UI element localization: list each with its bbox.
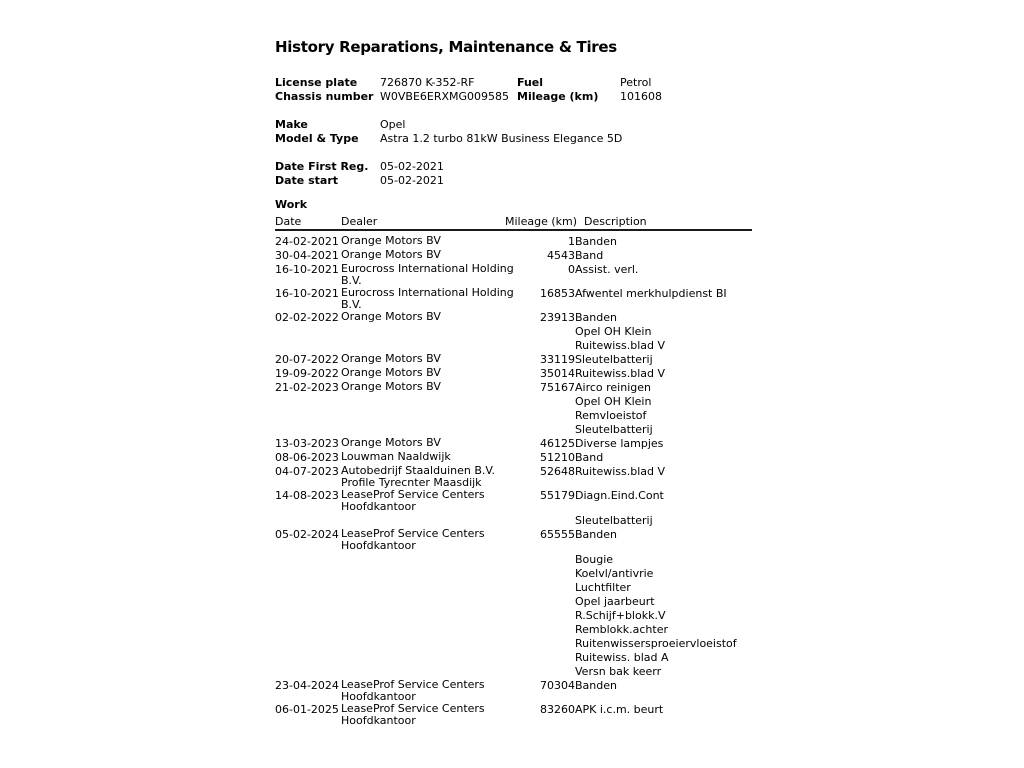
work-table <box>275 215 752 727</box>
chassis-row <box>275 90 752 104</box>
work-dealer-cell <box>341 381 505 437</box>
work-section-heading: Work <box>275 198 308 211</box>
dealer-line: Eurocross International Holding <box>341 286 514 299</box>
table-row <box>275 263 752 287</box>
work-date-cell: 04-07-2023 <box>275 465 339 478</box>
dealer-line: Louwman Naaldwijk <box>341 450 451 463</box>
description-line: Sleutelbatterij <box>575 514 653 527</box>
table-row <box>275 381 752 437</box>
work-description-cell <box>575 263 752 287</box>
page-title: History Reparations, Maintenance & Tires <box>275 38 617 56</box>
work-col-mileage: Mileage (km) <box>505 215 578 228</box>
work-description-cell <box>575 679 752 703</box>
work-description-cell <box>575 528 752 679</box>
table-row <box>275 353 752 367</box>
work-dealer-cell <box>341 465 505 489</box>
description-line: Ruitenwissersproeiervloeistof <box>575 637 737 650</box>
make-row <box>275 118 752 132</box>
work-date-cell: 14-08-2023 <box>275 489 339 502</box>
work-mileage-cell: 4543 <box>547 249 575 262</box>
date-start-label: Date start <box>275 174 339 187</box>
description-line: Ruitewiss.blad V <box>575 465 666 478</box>
model-type-row <box>275 132 752 146</box>
work-mileage-cell: 52648 <box>540 465 575 478</box>
work-dealer-cell <box>341 489 505 528</box>
description-line: Diagn.Eind.Cont <box>575 489 664 502</box>
date-first-reg-row <box>275 160 752 174</box>
make-model-section <box>275 118 752 146</box>
report-content <box>275 38 752 727</box>
mileage-value: 101608 <box>620 90 662 103</box>
description-line: Ruitewiss.blad V <box>575 367 666 380</box>
work-description-cell <box>575 465 752 489</box>
description-line: APK i.c.m. beurt <box>575 703 664 716</box>
work-mileage-cell: 51210 <box>540 451 575 464</box>
description-line: Airco reinigen <box>575 381 651 394</box>
work-date-cell: 30-04-2021 <box>275 249 339 262</box>
date-first-reg-value: 05-02-2021 <box>380 160 444 173</box>
dealer-line: Orange Motors BV <box>341 352 441 365</box>
table-row <box>275 230 752 249</box>
description-line: Afwentel merkhulpdienst BI <box>575 287 727 300</box>
work-date-cell: 13-03-2023 <box>275 437 339 450</box>
work-date-cell: 19-09-2022 <box>275 367 339 380</box>
work-mileage-cell: 35014 <box>540 367 575 380</box>
dealer-line: LeaseProf Service Centers <box>341 702 485 715</box>
date-start-row <box>275 174 752 188</box>
description-line: Banden <box>575 235 617 248</box>
description-line: Opel OH Klein <box>575 395 652 408</box>
work-description-cell <box>575 381 752 437</box>
description-line: Diverse lampjes <box>575 437 664 450</box>
work-description-cell <box>575 437 752 451</box>
table-row <box>275 249 752 263</box>
work-dealer-cell <box>341 367 505 381</box>
work-date-cell: 06-01-2025 <box>275 703 339 716</box>
dealer-line: Eurocross International Holding <box>341 262 514 275</box>
work-dealer-cell <box>341 311 505 353</box>
dealer-line: Orange Motors BV <box>341 310 441 323</box>
dealer-line: B.V. <box>341 298 362 311</box>
chassis-number-label: Chassis number <box>275 90 374 103</box>
work-description-cell <box>575 287 752 311</box>
work-mileage-cell: 70304 <box>540 679 575 692</box>
description-line: Koelvl/antivrie <box>575 567 654 580</box>
work-mileage-cell: 46125 <box>540 437 575 450</box>
work-date-cell: 20-07-2022 <box>275 353 339 366</box>
table-row <box>275 489 752 528</box>
work-mileage-cell: 23913 <box>540 311 575 324</box>
table-row <box>275 367 752 381</box>
description-line: Ruitewiss.blad V <box>575 339 666 352</box>
description-line: Remvloeistof <box>575 409 647 422</box>
dealer-line: Hoofdkantoor <box>341 539 416 552</box>
description-line: Bougie <box>575 553 614 566</box>
dates-section <box>275 160 752 188</box>
table-row <box>275 679 752 703</box>
dealer-line: Orange Motors BV <box>341 436 441 449</box>
chassis-number-value: W0VBE6ERXMG009585 <box>380 90 510 103</box>
date-first-reg-label: Date First Reg. <box>275 160 369 173</box>
description-line: Banden <box>575 528 617 541</box>
model-type-label: Model & Type <box>275 132 359 145</box>
work-mileage-cell: 65555 <box>540 528 575 541</box>
work-date-cell: 16-10-2021 <box>275 287 339 300</box>
work-mileage-cell: 83260 <box>540 703 575 716</box>
work-dealer-cell <box>341 437 505 451</box>
work-mileage-cell: 0 <box>568 263 575 276</box>
description-line <box>575 542 752 553</box>
make-label: Make <box>275 118 308 131</box>
description-line: Assist. verl. <box>575 263 639 276</box>
work-date-cell: 08-06-2023 <box>275 451 339 464</box>
make-value: Opel <box>380 118 406 131</box>
work-col-description: Description <box>575 215 752 230</box>
table-row <box>275 287 752 311</box>
license-plate-row <box>275 76 752 90</box>
description-line: Band <box>575 451 604 464</box>
work-date-cell: 21-02-2023 <box>275 381 339 394</box>
dealer-line: Hoofdkantoor <box>341 500 416 513</box>
table-row <box>275 437 752 451</box>
work-description-cell <box>575 353 752 367</box>
table-row <box>275 311 752 353</box>
work-dealer-cell <box>341 703 505 727</box>
dealer-line: Orange Motors BV <box>341 380 441 393</box>
dealer-line: LeaseProf Service Centers <box>341 678 485 691</box>
dealer-line: Hoofdkantoor <box>341 714 416 727</box>
work-description-cell <box>575 451 752 465</box>
description-line: Banden <box>575 679 617 692</box>
dealer-line: Orange Motors BV <box>341 366 441 379</box>
work-dealer-cell <box>341 286 514 311</box>
work-dealer-cell <box>341 679 505 703</box>
work-date-cell: 16-10-2021 <box>275 263 339 276</box>
description-line <box>575 503 752 514</box>
work-description-cell <box>575 367 752 381</box>
license-plate-value: 726870 K-352-RF <box>380 76 475 89</box>
table-row <box>275 703 752 727</box>
description-line: Ruitewiss. blad A <box>575 651 669 664</box>
work-description-cell <box>575 489 752 528</box>
fuel-label: Fuel <box>517 76 544 89</box>
mileage-label: Mileage (km) <box>517 90 599 103</box>
work-description-cell <box>575 230 752 249</box>
work-mileage-cell: 75167 <box>540 381 575 394</box>
work-dealer-cell <box>341 353 505 367</box>
work-mileage-cell: 33119 <box>540 353 575 366</box>
license-plate-label: License plate <box>275 76 358 89</box>
description-line: Opel OH Klein <box>575 325 652 338</box>
dealer-line: Autobedrijf Staalduinen B.V. <box>341 464 495 477</box>
description-line: Sleutelbatterij <box>575 423 653 436</box>
table-row <box>275 451 752 465</box>
description-line: Remblokk.achter <box>575 623 669 636</box>
work-date-cell: 23-04-2024 <box>275 679 339 692</box>
work-date-cell: 05-02-2024 <box>275 528 339 541</box>
work-dealer-cell <box>341 528 505 679</box>
description-line: Opel jaarbeurt <box>575 595 655 608</box>
description-line: Banden <box>575 311 617 324</box>
date-start-value: 05-02-2021 <box>380 174 444 187</box>
description-line: R.Schijf+blokk.V <box>575 609 666 622</box>
model-type-value: Astra 1.2 turbo 81kW Business Elegance 5D <box>380 132 623 145</box>
work-mileage-cell: 1 <box>568 235 575 248</box>
dealer-line: Orange Motors BV <box>341 234 441 247</box>
work-date-cell: 02-02-2022 <box>275 311 339 324</box>
table-row <box>275 528 752 679</box>
work-dealer-cell <box>341 451 505 465</box>
work-description-cell <box>575 311 752 353</box>
work-description-cell <box>575 703 752 727</box>
vehicle-id-section <box>275 76 752 104</box>
work-col-date: Date <box>275 215 341 230</box>
dealer-line: LeaseProf Service Centers <box>341 527 485 540</box>
dealer-line: B.V. <box>341 274 362 287</box>
table-row <box>275 465 752 489</box>
description-line: Sleutelbatterij <box>575 353 653 366</box>
dealer-line: Profile Tyrecnter Maasdijk <box>341 476 482 489</box>
dealer-line: Hoofdkantoor <box>341 690 416 703</box>
work-table-header <box>275 215 752 230</box>
work-dealer-cell <box>341 249 505 263</box>
work-dealer-cell <box>341 230 505 249</box>
description-line: Versn bak keerr <box>575 665 662 678</box>
fuel-value: Petrol <box>620 76 652 89</box>
description-line: Band <box>575 249 604 262</box>
work-mileage-cell: 16853 <box>540 287 575 300</box>
dealer-line: LeaseProf Service Centers <box>341 488 485 501</box>
work-dealer-cell <box>341 262 514 287</box>
work-description-cell <box>575 249 752 263</box>
work-mileage-cell: 55179 <box>540 489 575 502</box>
work-date-cell: 24-02-2021 <box>275 235 339 248</box>
dealer-line: Orange Motors BV <box>341 248 441 261</box>
work-col-dealer: Dealer <box>341 215 505 230</box>
description-line: Luchtfilter <box>575 581 631 594</box>
